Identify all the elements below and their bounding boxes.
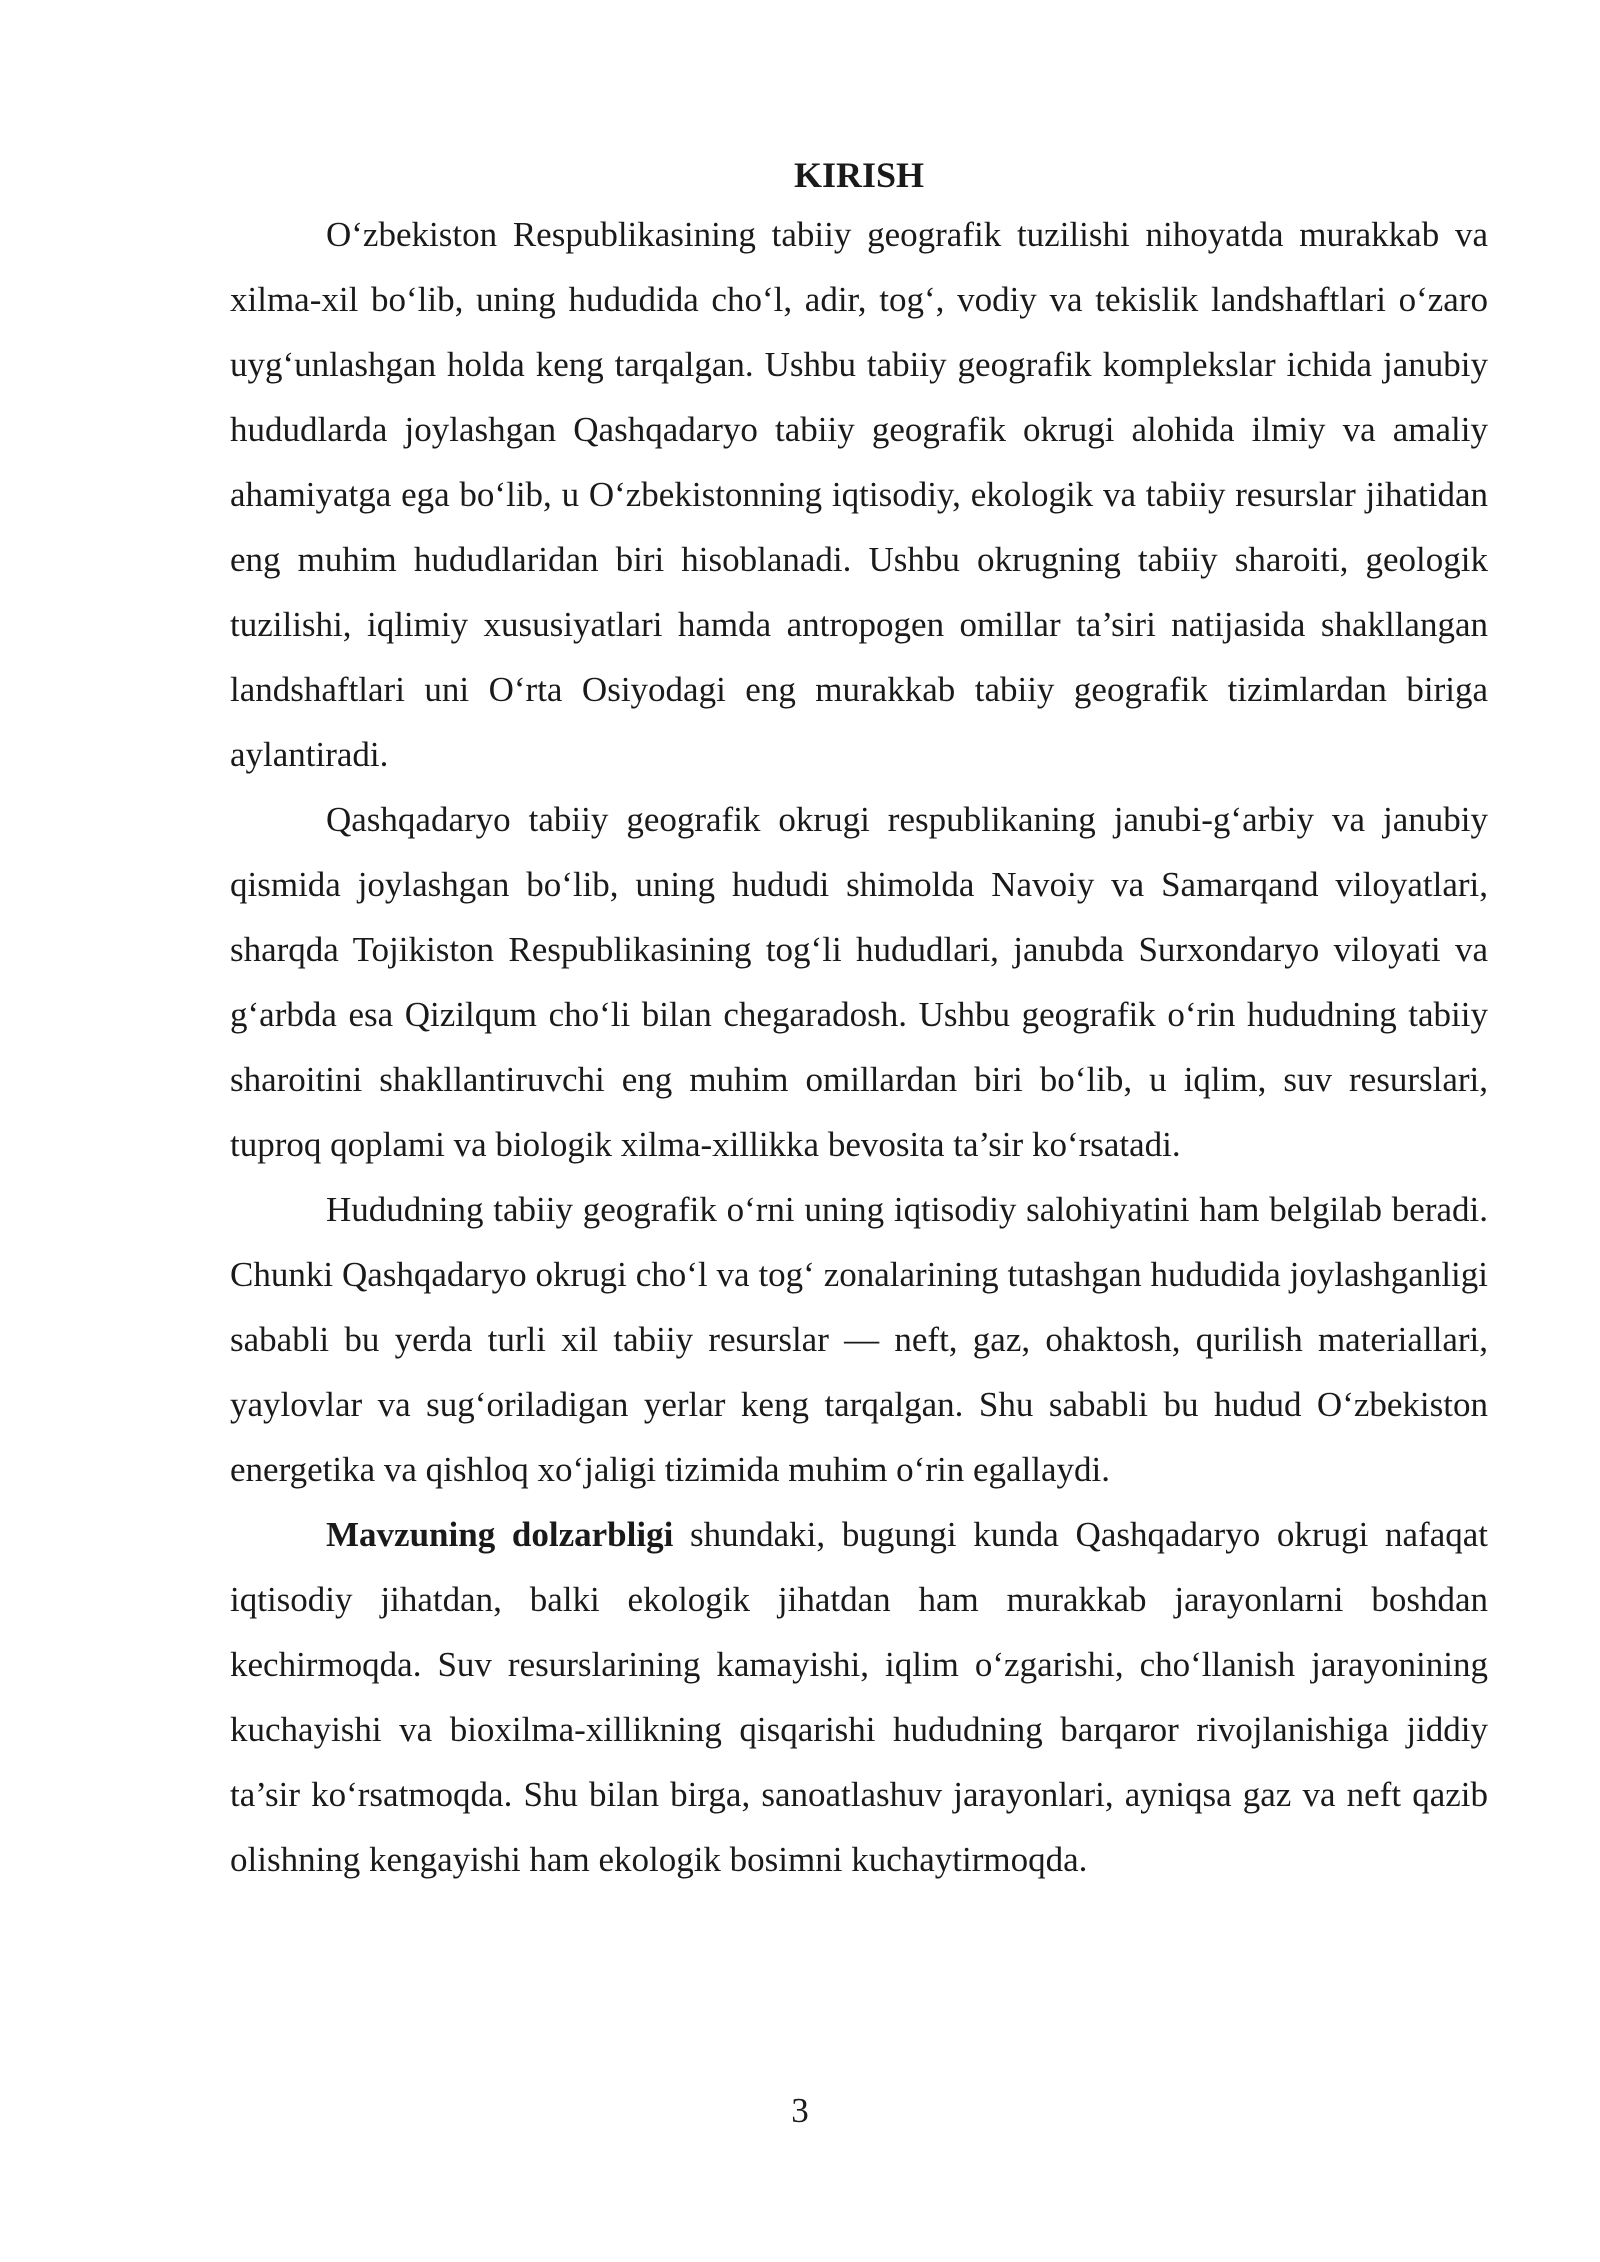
paragraph-3 xyxy=(230,1177,1488,1502)
paragraph-4 xyxy=(230,1502,1488,1892)
section-title: KIRISH xyxy=(793,155,925,195)
paragraph-1-text: O‘zbekiston Respublikasining tabiiy geografik tuzilishi nihoyatda murakkab va xilma-xil bo‘lib, uning hududida cho‘l, adir, tog‘, vodiy va tekislik landshaftlari o‘zaro uyg‘unlashgan holda keng tarqalgan. Ushbu tabiiy geografik komplekslar ichida janubiy hududlarda joylashgan Qashqadaryo tabiiy geografik okrugi alohida ilmiy va amaliy ahamiyatga ega bo‘lib, u O‘zbekistonning iqtisodiy, ekologik va tabiiy resurslar jihatidan eng muhim hududlaridan biri hisoblanadi. Ushbu okrugning tabiiy sharoiti, geologik tuzilishi, iqlimiy xususiyatlari hamda antropogen omillar ta’siri natijasida shakllangan landshaftlari uni O‘rta Osiyodagi eng murakkab tabiiy geografik tizimlardan biriga aylantiradi. xyxy=(230,215,1488,774)
paragraph-2-text: Qashqadaryo tabiiy geografik okrugi respublikaning janubi-g‘arbiy va janubiy qismida joylashgan bo‘lib, uning hududi shimolda Navoiy va Samarqand viloyatlari, sharqda Tojikiston Respublikasining tog‘li hududlari, janubda Surxondaryo viloyati va g‘arbda esa Qizilqum cho‘li bilan chegaradosh. Ushbu geografik o‘rin hududning tabiiy sharoitini shakllantiruvchi eng muhim omillardan biri bo‘lib, u iqlim, suv resurslari, tuproq qoplami va biologik xilma-xillikka bevosita ta’sir ko‘rsatadi. xyxy=(230,800,1488,1164)
page-content xyxy=(230,150,1488,1892)
page-number: 3 xyxy=(791,2091,809,2130)
paragraph-4-text: shundaki, bugungi kunda Qashqadaryo okrugi nafaqat iqtisodiy jihatdan, balki ekologik jihatdan ham murakkab jarayonlarni boshdan kechirmoqda. Suv resurslarining kamayishi, iqlim o‘zgarishi, cho‘llanish jarayonining kuchayishi va bioxilma-xillikning qisqarishi hududning barqaror rivojlanishiga jiddiy ta’sir ko‘rsatmoqda. Shu bilan birga, sanoatlashuv jarayonlari, ayniqsa gaz va neft qazib olishning kengayishi ham ekologik bosimni kuchaytirmoqda. xyxy=(230,1515,1488,1879)
paragraph-4-bold-lead: Mavzuning dolzarbligi xyxy=(326,1515,674,1554)
paragraph-2 xyxy=(230,787,1488,1177)
paragraph-3-text: Hududning tabiiy geografik o‘rni uning iqtisodiy salohiyatini ham belgilab beradi. Chunki Qashqadaryo okrugi cho‘l va tog‘ zonalarining tutashgan hududida joylashganligi sababli bu yerda turli xil tabiiy resurslar — neft, gaz, ohaktosh, qurilish materiallari, yaylovlar va sug‘oriladigan yerlar keng tarqalgan. Shu sababli bu hudud O‘zbekiston energetika va qishloq xo‘jaligi tizimida muhim o‘rin egallaydi. xyxy=(230,1190,1488,1489)
paragraph-1 xyxy=(230,202,1488,787)
